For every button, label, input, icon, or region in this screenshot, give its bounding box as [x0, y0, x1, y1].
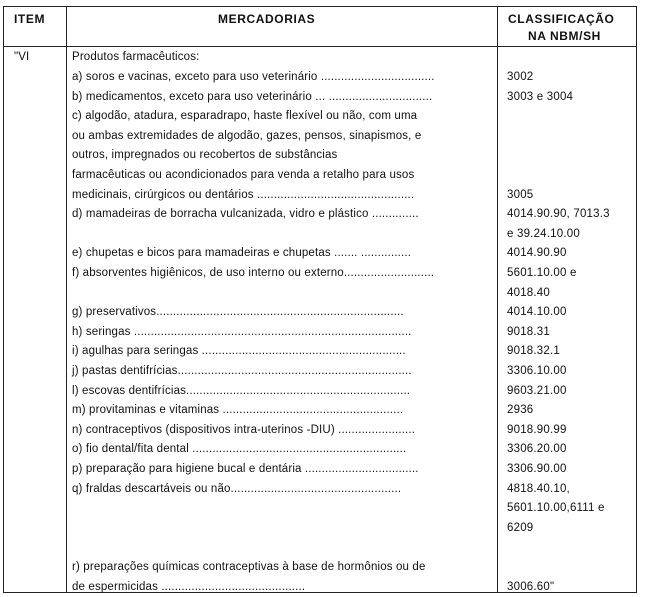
- row-description: r) preparações químicas contraceptivas à base de hormônios ou de: [72, 561, 426, 573]
- row-description: g) preservativos..........................................................................: [72, 306, 404, 319]
- row-classification: 4018.40: [507, 286, 550, 299]
- column-divider-classification: [497, 7, 498, 592]
- header-classificacao-sub: NA NBM/SH: [528, 29, 601, 43]
- column-divider-item: [66, 7, 67, 592]
- row-description: m) provitaminas e vitaminas ......................................................: [72, 404, 404, 417]
- row-classification: 2936: [507, 404, 534, 417]
- row-classification: 3005: [507, 188, 534, 201]
- row-description: q) fraldas descartáveis ou não...................................................: [72, 482, 402, 495]
- row-description: c) algodão, atadura, esparadrapo, haste flexível ou não, com uma: [72, 110, 418, 123]
- row-classification: 5601.10.00 e: [507, 267, 577, 279]
- section-title: Produtos farmacêuticos:: [72, 51, 200, 63]
- row-classification: 9018.31: [507, 325, 550, 338]
- row-classification: 4014.10.00: [507, 306, 567, 319]
- row-description: i) agulhas para seringas .............................................................: [72, 345, 406, 358]
- item-number: "VI: [14, 51, 30, 63]
- header-mercadorias: MERCADORIAS: [218, 12, 316, 26]
- classification-table: [3, 6, 637, 593]
- row-classification: 9018.90.99: [507, 423, 567, 436]
- row-classification: 3002: [507, 71, 534, 83]
- row-classification: 9018.32.1: [507, 345, 560, 358]
- row-classification: 3306.20.00: [507, 443, 567, 456]
- row-classification: 4014.90.90: [507, 247, 567, 260]
- row-classification: 3006.60": [507, 580, 555, 593]
- row-classification: 6209: [507, 521, 534, 534]
- row-classification: e 39.24.10.00: [507, 227, 580, 240]
- row-description: a) soros e vacinas, exceto para uso veterinário ..................................: [72, 71, 435, 83]
- row-description: h) seringas ...................................................................................: [72, 325, 412, 338]
- row-description: f) absorventes higiênicos, de uso interno ou externo...........................: [72, 267, 435, 279]
- row-description: farmacêuticas ou acondicionados para venda a retalho para usos: [72, 169, 415, 181]
- row-description: o) fio dental/fita dental ................................................................: [72, 443, 407, 456]
- row-description: l) escovas dentifrícias...................................................................: [72, 384, 411, 397]
- row-classification: 3003 e 3004: [507, 90, 574, 103]
- row-classification: 3306.10.00: [507, 365, 567, 377]
- row-description: outros, impregnados ou recobertos de substâncias: [72, 149, 338, 162]
- row-classification: 4818.40.10,: [507, 482, 570, 495]
- row-classification: 9603.21.00: [507, 384, 567, 397]
- header-classificacao: CLASSIFICAÇÃO: [508, 12, 615, 26]
- row-description: de espermicidas ...........................................: [72, 580, 306, 593]
- row-description: d) mamadeiras de borracha vulcanizada, vidro e plástico ..............: [72, 208, 419, 221]
- row-description: medicinais, cirúrgicos ou dentários ...............................................: [72, 188, 415, 201]
- row-classification: 4014.90.90, 7013.3: [507, 208, 610, 221]
- row-classification: 5601.10.00,6111 e: [507, 502, 605, 515]
- row-description: e) chupetas e bicos para mamadeiras e chupetas ....... ...............: [72, 247, 412, 260]
- row-description: ou ambas extremidades de algodão, gazes, pensos, sinapismos, e: [72, 129, 422, 142]
- row-description: p) preparação para higiene bucal e dentária ..................................: [72, 463, 419, 475]
- row-description: n) contraceptivos (dispositivos intra-uterinos -DIU) .......................: [72, 423, 416, 436]
- row-description: j) pastas dentifrícias......................................................................: [72, 365, 412, 377]
- row-classification: 3306.90.00: [507, 463, 567, 475]
- header-divider: [4, 46, 636, 47]
- header-item: ITEM: [14, 12, 46, 26]
- row-description: b) medicamentos, exceto para uso veterinário ... ...............................: [72, 90, 433, 103]
